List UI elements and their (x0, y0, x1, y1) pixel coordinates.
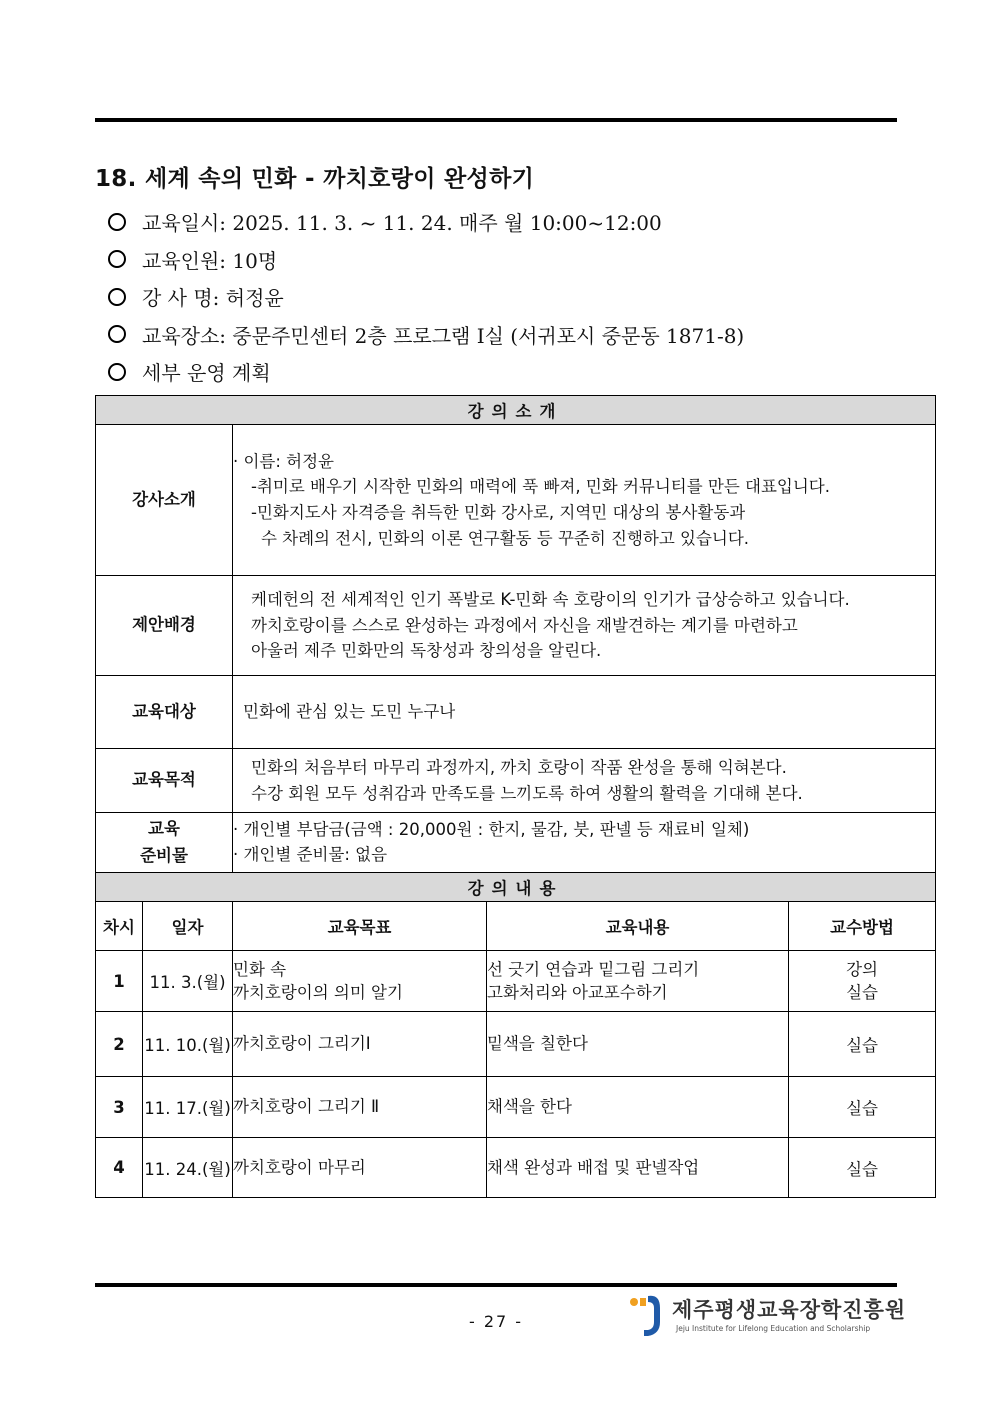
prep-line: · 개인별 준비물: 없음 (233, 844, 388, 864)
bullet-value: 2025. 11. 3. ~ 11. 24. 매주 월 10:00~12:00 (232, 211, 662, 236)
session-content: 채색을 한다 (487, 1077, 789, 1138)
prep-line: · 개인별 부담금(금액 : 20,000원 : 한지, 물감, 붓, 판넬 등 재료비 일체) (233, 819, 750, 839)
method-text: 강의 (846, 959, 878, 979)
org-eng-name: Jeju Institute for Lifelong Education and Scholarship (676, 1324, 871, 1333)
instructor-line: -취미로 배우기 시작한 민화의 매력에 푹 빠져, 민화 커뮤니티를 만든 대표입니다. (251, 477, 830, 497)
circle-bullet-icon (108, 363, 126, 381)
goal-cell (233, 749, 936, 813)
session-date: 11. 17.(월) (143, 1077, 233, 1138)
session-method: 실습 (789, 1138, 936, 1198)
bullet-capacity (108, 241, 744, 279)
session-goal: 까치호랑이 그리기Ⅰ (233, 1012, 487, 1077)
session-goal: 까치호랑이 그리기 Ⅱ (233, 1077, 487, 1138)
session-goal (233, 951, 487, 1012)
course-plan-table (95, 395, 936, 1198)
background-line: 아울러 제주 민화만의 독창성과 창의성을 알린다. (251, 641, 602, 661)
bullet-label: 교육일시: (142, 211, 227, 236)
instructor-head: 강사소개 (96, 425, 233, 576)
bullet-plan (108, 353, 744, 391)
col-header-session: 차시 (96, 902, 143, 951)
bullet-label: 교육장소: (142, 323, 227, 348)
goal-text: 민화 속 (233, 959, 287, 979)
bullet-value: 10명 (232, 248, 278, 273)
bottom-rule (95, 1283, 897, 1287)
page-number: - 27 - (468, 1312, 524, 1331)
bullet-label: 강 사 명: (142, 286, 220, 311)
prep-head-line: 교육 (148, 819, 180, 839)
method-text: 실습 (846, 983, 878, 1002)
goal-line: 민화의 처음부터 마무리 과정까지, 까치 호랑이 작품 완성을 통해 익혀본다. (251, 757, 787, 777)
prep-head (96, 813, 233, 873)
intro-band: 강의소개 (96, 396, 936, 425)
session-date: 11. 10.(월) (143, 1012, 233, 1077)
circle-bullet-icon (108, 325, 126, 343)
prep-cell (233, 813, 936, 873)
session-content: 밑색을 칠한다 (487, 1012, 789, 1077)
session-no: 4 (96, 1138, 143, 1198)
col-header-date: 일자 (143, 902, 233, 951)
background-head: 제안배경 (96, 576, 233, 676)
instructor-cell (233, 425, 936, 576)
bullet-location (108, 316, 744, 354)
jeju-institute-logo-icon (626, 1292, 670, 1340)
bullet-schedule (108, 203, 744, 241)
content-band: 강의내용 (96, 873, 936, 902)
target-head: 교육대상 (96, 676, 233, 749)
circle-bullet-icon (108, 288, 126, 306)
session-content (487, 951, 789, 1012)
target-line: 민화에 관심 있는 도민 누구나 (243, 702, 456, 722)
goal-text: 까치호랑이의 의미 알기 (233, 983, 403, 1002)
col-header-content: 교육내용 (487, 902, 789, 951)
col-header-method: 교수방법 (789, 902, 936, 951)
session-no: 3 (96, 1077, 143, 1138)
session-method: 실습 (789, 1077, 936, 1138)
bullet-label: 교육인원: (142, 248, 227, 273)
content-text: 선 긋기 연습과 밑그림 그리기 (487, 959, 700, 979)
session-method: 실습 (789, 1012, 936, 1077)
background-line: 까치호랑이를 스스로 완성하는 과정에서 자신을 재발견하는 계기를 마련하고 (251, 615, 798, 635)
section-title: 18. 세계 속의 민화 - 까치호랑이 완성하기 (95, 166, 535, 192)
org-name: 제주평생교육장학진흥원 (672, 1298, 907, 1322)
session-date: 11. 3.(월) (143, 951, 233, 1012)
circle-bullet-icon (108, 213, 126, 231)
session-no: 1 (96, 951, 143, 1012)
instructor-line: 수 차례의 전시, 민화의 이론 연구활동 등 꾸준히 진행하고 있습니다. (261, 528, 750, 548)
bullet-label: 세부 운영 계획 (142, 361, 271, 386)
content-text: 고화처리와 아교포수하기 (487, 983, 668, 1002)
info-bullets (108, 203, 744, 391)
instructor-line: -민화지도사 자격증을 취득한 민화 강사로, 지역민 대상의 봉사활동과 (251, 503, 746, 522)
session-method (789, 951, 936, 1012)
session-content: 채색 완성과 배접 및 판넬작업 (487, 1138, 789, 1198)
top-rule (95, 118, 897, 122)
org-logo (626, 1292, 907, 1340)
target-cell (233, 676, 936, 749)
prep-head-line: 준비물 (140, 845, 188, 865)
table-row (96, 951, 936, 1012)
col-header-goal: 교육목표 (233, 902, 487, 951)
table-row (96, 1077, 936, 1138)
background-cell (233, 576, 936, 676)
bullet-instructor (108, 278, 744, 316)
circle-bullet-icon (108, 250, 126, 268)
bullet-value: 중문주민센터 2층 프로그램 Ⅰ실 (서귀포시 중문동 1871-8) (232, 323, 745, 348)
bullet-value: 허정윤 (225, 286, 284, 311)
session-date: 11. 24.(월) (143, 1138, 233, 1198)
goal-line: 수강 회원 모두 성취감과 만족도를 느끼도록 하여 생활의 활력을 기대해 본다. (251, 783, 803, 803)
table-row (96, 1012, 936, 1077)
goal-head: 교육목적 (96, 749, 233, 813)
table-row (96, 1138, 936, 1198)
instructor-line: · 이름: 허정윤 (233, 451, 334, 471)
session-no: 2 (96, 1012, 143, 1077)
session-goal: 까치호랑이 마무리 (233, 1138, 487, 1198)
background-line: 케데헌의 전 세계적인 인기 폭발로 K-민화 속 호랑이의 인기가 급상승하고 있습니다. (251, 590, 850, 610)
